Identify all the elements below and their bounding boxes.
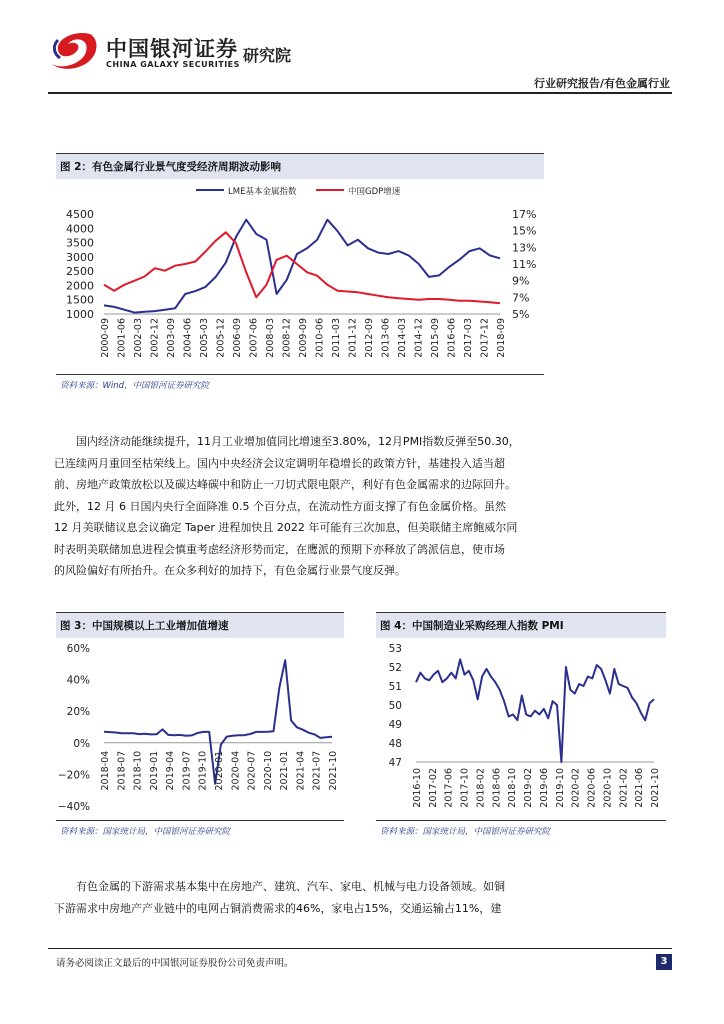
x-tick-label: 2021-04 <box>295 750 307 791</box>
report-type: 行业研究报告/有色金属行业 <box>533 77 670 90</box>
x-tick-label: 2019-06 <box>538 768 550 808</box>
x-tick-label: 2017-12 <box>479 318 491 358</box>
figure2-source: 资料来源：Wind，中国银河证券研究院 <box>60 381 210 391</box>
figure2-svg <box>56 176 544 372</box>
paragraph-line: 已连续两月重回至枯荣线上。国内中央经济会议定调明年稳增长的政策方针，基建投入适当超 <box>54 456 505 470</box>
x-tick-label: 2003-09 <box>166 318 177 358</box>
company-name-cn: 中国银河证券 <box>106 37 238 61</box>
x-tick-label: 2020-06 <box>586 768 598 808</box>
y-axis-tick: 51 <box>388 681 402 693</box>
figure4-title: 图 4：中国制造业采购经理人指数 PMI <box>376 612 666 638</box>
right-axis-tick: 15% <box>512 224 537 238</box>
y-axis-tick: 60% <box>66 643 90 655</box>
x-tick-label: 2018-06 <box>491 768 503 808</box>
institute-label: 研究院 <box>243 46 292 65</box>
x-tick-label: 2018-07 <box>116 750 128 791</box>
x-tick-label: 2000-09 <box>100 318 111 358</box>
paragraph-line: 12 月美联储议息会议确定 Taper 进程加快且 2022 年可能有三次加息，但美联储主席鲍威尔同 <box>54 521 518 534</box>
figure2-bottom-rule <box>56 374 544 375</box>
left-axis-tick: 4000 <box>66 222 94 236</box>
right-axis-tick: 9% <box>512 274 530 288</box>
legend-gdp-label: 中国GDP增速 <box>348 187 401 197</box>
x-tick-label: 2016-10 <box>412 768 423 808</box>
header-rule <box>48 92 672 94</box>
x-tick-label: 2017-03 <box>463 318 474 358</box>
x-tick-label: 2010-06 <box>314 318 326 358</box>
left-axis-tick: 1500 <box>66 293 94 307</box>
x-tick-label: 2005-03 <box>199 318 210 358</box>
x-tick-label: 2007-06 <box>248 318 260 358</box>
x-tick-label: 2017-02 <box>427 768 439 808</box>
x-tick-label: 2005-12 <box>215 318 227 358</box>
x-tick-label: 2019-10 <box>554 768 566 808</box>
right-axis-tick: 11% <box>512 258 537 271</box>
company-name-en: CHINA GALAXY SECURITIES <box>106 60 240 69</box>
y-axis-tick: 47 <box>388 757 402 769</box>
footer-disclaimer: 请务必阅读正文最后的中国银河证券股份公司免责声明。 <box>56 958 294 969</box>
left-axis-tick: 2500 <box>66 265 94 279</box>
series-pmi-line <box>416 659 654 762</box>
x-tick-label: 2020-01 <box>214 750 225 791</box>
company-logo <box>46 28 104 74</box>
figure4-bottom-rule <box>376 820 666 821</box>
left-axis-tick: 2000 <box>66 279 94 293</box>
figure4-chart <box>376 636 666 818</box>
right-axis-tick: 5% <box>512 308 530 321</box>
paragraph-line: 国内经济动能继续提升，11月工业增加值同比增速至3.80%，12月PMI指数反弹至50.30， <box>76 435 520 448</box>
figure4-svg <box>376 636 666 818</box>
right-axis-tick: 7% <box>512 291 530 305</box>
x-tick-label: 2018-09 <box>496 318 507 358</box>
x-tick-label: 2018-04 <box>100 750 111 791</box>
x-tick-label: 2019-04 <box>165 750 177 791</box>
x-tick-label: 2019-10 <box>197 750 209 791</box>
body-paragraph-1 <box>54 431 546 582</box>
right-axis-tick: 13% <box>512 241 537 255</box>
y-axis-tick: 0% <box>73 737 90 750</box>
x-tick-label: 2020-10 <box>262 750 274 791</box>
right-axis-tick: 17% <box>512 208 537 221</box>
x-tick-label: 2002-12 <box>149 318 161 358</box>
series-gdp-line <box>104 232 500 303</box>
left-axis-tick: 1000 <box>66 308 94 321</box>
x-tick-label: 2017-06 <box>443 768 455 808</box>
x-tick-label: 2013-06 <box>380 318 392 358</box>
x-tick-label: 2002-03 <box>133 318 144 358</box>
x-tick-label: 2018-10 <box>507 768 519 808</box>
figure4-source: 资料来源：国家统计局，中国银河证券研究院 <box>380 827 551 837</box>
x-tick-label: 2019-07 <box>181 750 193 791</box>
x-tick-label: 2016-06 <box>446 318 458 358</box>
y-axis-tick: −40% <box>57 801 90 813</box>
y-axis-tick: 50 <box>388 700 402 712</box>
x-tick-label: 2009-09 <box>298 318 309 358</box>
paragraph-line: 此外，12 月 6 日国内央行全面降准 0.5 个百分点，在流动性方面支撑了有色金属价格。虽然 <box>54 499 506 513</box>
x-tick-label: 2021-01 <box>279 750 291 791</box>
x-tick-label: 2014-12 <box>413 318 425 358</box>
y-axis-tick: 20% <box>66 706 90 719</box>
paragraph-line: 有色金属的下游需求基本集中在房地产、建筑、汽车、家电、机械与电力设备领域。如铜 <box>76 880 505 893</box>
x-tick-label: 2001-06 <box>116 318 128 358</box>
x-tick-label: 2018-02 <box>475 768 487 808</box>
figure3-bottom-rule <box>56 820 344 821</box>
x-tick-label: 2011-03 <box>331 318 342 358</box>
y-axis-tick: 49 <box>388 719 402 731</box>
y-axis-tick: 52 <box>388 662 402 674</box>
x-tick-label: 2004-06 <box>182 318 194 358</box>
x-tick-label: 2012-09 <box>364 318 375 358</box>
x-tick-label: 2021-07 <box>311 750 323 791</box>
x-tick-label: 2020-02 <box>570 768 582 808</box>
footer-rule <box>48 948 672 949</box>
x-tick-label: 2020-04 <box>230 750 242 791</box>
x-tick-label: 2019-01 <box>148 750 160 791</box>
galaxy-logo-icon <box>46 28 104 74</box>
legend-lme-label: LME基本金属指数 <box>228 187 297 197</box>
x-tick-label: 2011-12 <box>347 318 359 358</box>
paragraph-line: 的风险偏好有所抬升。在众多利好的加持下，有色金属行业景气度反弹。 <box>54 564 406 577</box>
figure3-title: 图 3：中国规模以上工业增加值增速 <box>56 612 344 638</box>
x-tick-label: 2021-10 <box>650 768 661 808</box>
x-tick-label: 2021-06 <box>634 768 646 808</box>
left-axis-tick: 3500 <box>66 236 94 250</box>
left-axis-tick: 4500 <box>66 208 94 221</box>
x-tick-label: 2020-10 <box>602 768 614 808</box>
x-tick-label: 2008-03 <box>265 318 276 358</box>
x-tick-label: 2019-02 <box>523 768 535 808</box>
y-axis-tick: 48 <box>388 738 402 750</box>
body-paragraph-2 <box>54 876 546 919</box>
y-axis-tick: 53 <box>388 643 402 655</box>
page-number: 3 <box>656 954 672 970</box>
x-tick-label: 2017-10 <box>459 768 471 808</box>
figure3-chart <box>56 636 344 818</box>
figure3-source: 资料来源：国家统计局，中国银河证券研究院 <box>60 827 231 837</box>
x-tick-label: 2020-07 <box>246 750 258 791</box>
y-axis-tick: 40% <box>66 674 90 687</box>
figure2-title: 图 2：有色金属行业景气度受经济周期波动影响 <box>56 153 544 179</box>
x-tick-label: 2021-02 <box>618 768 630 808</box>
paragraph-line: 时表明美联储加息进程会慎重考虑经济形势而定，在鹰派的预期下亦释放了鸽派信息，使市场 <box>54 542 505 556</box>
figure3-svg <box>56 636 344 818</box>
x-tick-label: 2006-09 <box>232 318 243 358</box>
paragraph-line: 前、房地产政策放松以及碳达峰碳中和防止一刀切式限电限产，利好有色金属需求的边际回升。 <box>54 478 516 491</box>
x-tick-label: 2021-10 <box>328 750 339 791</box>
x-tick-label: 2008-12 <box>281 318 293 358</box>
y-axis-tick: −20% <box>57 769 90 782</box>
x-tick-label: 2015-09 <box>430 318 441 358</box>
figure2-chart <box>56 176 544 372</box>
x-tick-label: 2018-10 <box>132 750 144 791</box>
x-tick-label: 2014-03 <box>397 318 408 358</box>
left-axis-tick: 3000 <box>66 250 94 264</box>
paragraph-line: 下游需求中房地产产业链中的电网占铜消费需求的46%，家电占15%，交通运输占11%，建 <box>54 901 502 915</box>
